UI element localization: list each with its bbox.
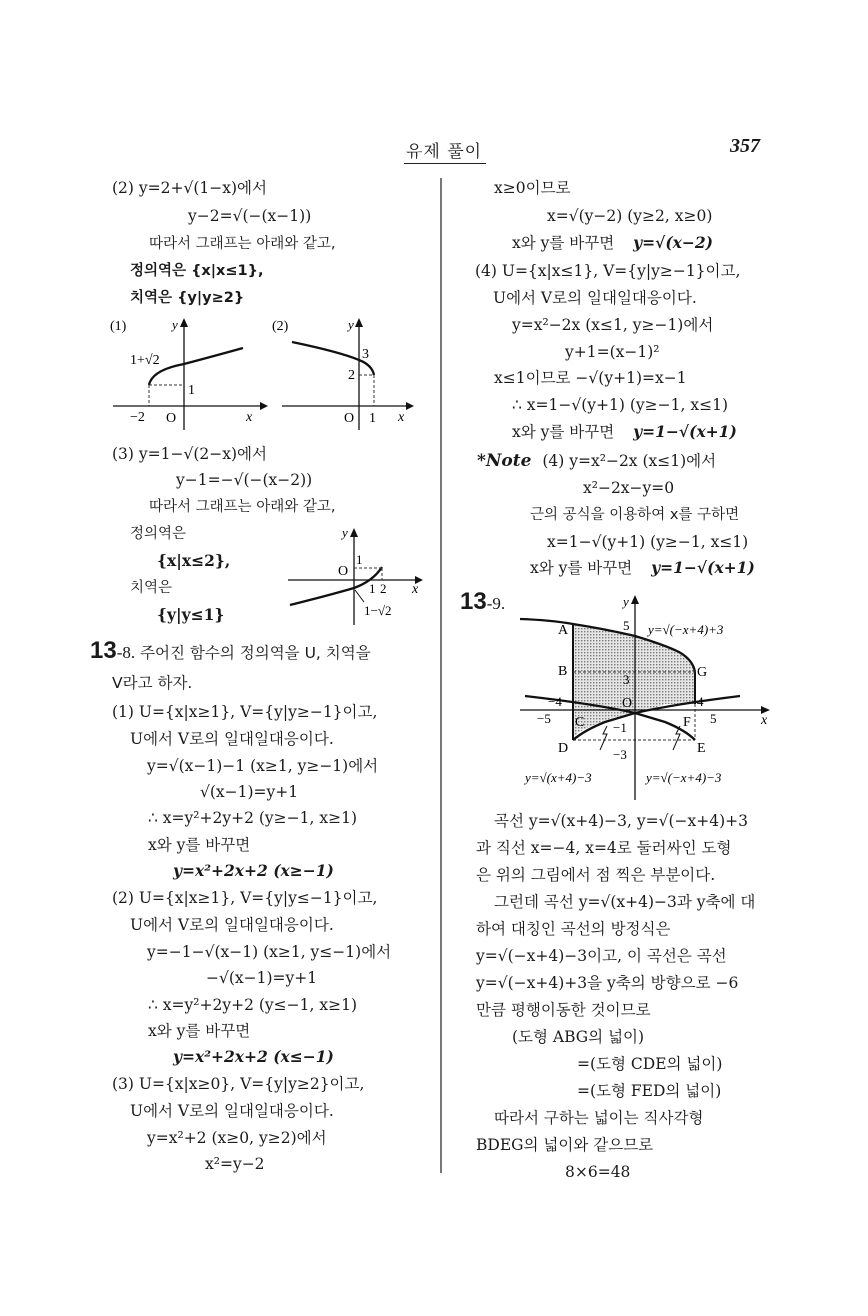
equation: x=√(y−2) (y≥2, x≥0) [547,207,713,225]
text-line: y=√(−x+4)−3이고, 이 곡선은 곡선 [476,947,727,965]
text-line: U에서 V로의 일대일대응이다. [130,916,334,934]
svg-text:B: B [558,664,568,679]
svg-text:y: y [623,594,629,609]
graph-2 [270,315,420,430]
svg-text:−4: −4 [548,694,562,709]
text-line: 그런데 곡선 y=√(x+4)−3과 y축에 대 [494,893,756,911]
equation: y−2=√(−(x−1)) [188,207,312,225]
svg-text:1: 1 [369,411,376,426]
svg-text:x: x [761,713,768,728]
svg-text:E: E [697,741,706,756]
svg-text:D: D [558,741,569,756]
graph-3 [285,525,430,625]
text-line: x와 y를 바꾸면 [148,836,251,854]
text-line: (3) U={x|x≥0}, V={y|y≥2}이고, [112,1075,365,1093]
text-line: V라고 하자. [112,674,193,692]
svg-text:y: y [172,317,178,332]
svg-text:C: C [575,715,585,730]
final-answer: 8×6=48 [565,1163,631,1181]
problem-text: 주어진 함수의 정의역을 U, 치역을 [140,644,371,662]
svg-text:5: 5 [710,711,717,726]
equation: =(도형 FED의 넓이) [577,1082,722,1100]
text-line: 치역은 [130,580,173,596]
problem-13-8-heading [90,637,371,664]
equation: √(x−1)=y+1 [200,783,299,801]
svg-text:2: 2 [348,368,355,383]
problem-number: 13 [90,637,117,664]
svg-text:3: 3 [623,672,630,687]
svg-text:3: 3 [362,347,369,362]
svg-text:4: 4 [697,694,704,709]
note-line: *Note (4) y=x²−2x (x≤1)에서 [477,451,717,471]
text-line: y=√(−x+4)+3을 y축의 방향으로 −6 [476,974,739,992]
equation: ∴ x=y²+2y+2 (y≤−1, x≥1) [148,996,358,1014]
arrow-icon [260,402,268,410]
text-line: 따라서 그래프는 아래와 같고, [149,499,336,515]
text-line: 은 위의 그림에서 점 찍은 부분이다. [476,866,716,884]
text-line: x와 y를 바꾸면 [148,1022,251,1040]
text-line: 따라서 그래프는 아래와 같고, [149,236,336,252]
text-line: U에서 V로의 일대일대응이다. [493,289,697,307]
range-line: {y|y≤1} [157,605,225,624]
equation: x²−2x−y=0 [583,479,675,497]
text-line: 정의역은 [130,526,187,542]
svg-text:O: O [166,411,177,426]
svg-text:y: y [348,317,354,332]
text-line: (1) U={x|x≥1}, V={y|y≥−1}이고, [112,703,378,721]
equation: y=x²−2x (x≤1, y≥−1)에서 [512,316,714,334]
text-line: 근의 공식을 이용하여 x를 구하면 [530,507,740,523]
text-line: U에서 V로의 일대일대응이다. [130,1102,334,1120]
equation: y=√(x−1)−1 (x≥1, y≥−1)에서 [147,757,379,775]
svg-text:A: A [558,623,569,638]
svg-text:F: F [683,715,691,730]
svg-text:5: 5 [623,618,630,633]
column-divider [440,178,442,1173]
text-line: x와 y를 바꾸면 y=1−√(x+1) [530,558,755,577]
graph-label: (1) [110,319,127,334]
equation: −√(x−1)=y+1 [206,969,318,987]
text-line: U에서 V로의 일대일대응이다. [130,730,334,748]
svg-text:O: O [622,696,633,711]
equation: (도형 ABG의 넓이) [512,1028,645,1046]
equation: ∴ x=y²+2y+2 (y≥−1, x≥1) [148,809,358,827]
svg-text:1−√2: 1−√2 [364,603,392,618]
equation: y+1=(x−1)² [565,343,660,361]
text-line: (2) U={x|x≥1}, V={y|y≤−1}이고, [112,889,378,907]
equation: x²=y−2 [205,1155,265,1173]
svg-text:1: 1 [356,552,363,567]
equation: x=1−√(y+1) (y≥−1, x≤1) [547,533,749,551]
text-line: 곡선 y=√(x+4)−3, y=√(−x+4)+3 [494,812,749,830]
answer-equation: y=x²+2x+2 (x≥−1) [173,861,334,880]
answer-equation: y=1−√(x+1) [651,558,755,577]
equation: =(도형 CDE의 넓이) [577,1055,723,1073]
text-line: (3) y=1−√(2−x)에서 [112,445,267,463]
text-line: BDEG의 넓이와 같으므로 [476,1136,654,1154]
problem-sub-number: -9. [486,594,506,613]
svg-text:−5: −5 [537,711,551,726]
arrow-icon [180,318,188,327]
svg-text:y=√(x+4)−3: y=√(x+4)−3 [525,770,592,785]
page-number: 357 [730,135,760,157]
problem-number: 13 [460,588,487,615]
text-line: x≥0이므로 [494,179,571,197]
text-line: 하여 대칭인 곡선의 방정식은 [476,920,671,938]
equation: y=x²+2 (x≥0, y≥2)에서 [147,1129,327,1147]
equation: y=−1−√(x−1) (x≥1, y≤−1)에서 [147,943,392,961]
text-line: x와 y를 바꾸면 y=1−√(x+1) [512,422,737,441]
svg-text:x: x [412,582,419,597]
text-line: (4) U={x|x≤1}, V={y|y≥−1}이고, [475,262,741,280]
svg-text:1: 1 [369,581,376,596]
svg-text:G: G [697,665,708,680]
equation: ∴ x=1−√(y+1) (y≥−1, x≤1) [512,396,729,414]
range-line: 치역은 {y|y≥2} [130,290,245,306]
problem-sub-number: -8. [116,643,136,662]
answer-equation: y=x²+2x+2 (x≤−1) [173,1047,334,1066]
arrow-icon [631,595,639,604]
text-line: 만큼 평행이동한 것이므로 [476,1001,651,1019]
svg-text:1: 1 [188,383,195,398]
graph-13-9 [515,592,775,802]
svg-text:y=√(−x+4)+3: y=√(−x+4)+3 [648,622,724,637]
domain-line: 정의역은 {x|x≤1}, [130,263,264,279]
answer-equation: y=1−√(x+1) [633,422,737,441]
arrow-icon [350,528,358,537]
text-line: x와 y를 바꾸면 y=√(x−2) [512,233,714,252]
svg-text:x: x [246,410,253,425]
svg-text:y: y [342,525,348,540]
text-line: (2) y=2+√(1−x)에서 [112,179,267,197]
svg-text:(2): (2) [272,319,289,334]
svg-text:O: O [338,564,349,579]
section-title: 유제 풀이 [404,137,486,164]
text-line: 따라서 구하는 넓이는 직사각형 [494,1109,704,1127]
arrow-icon [406,402,414,410]
text-line: 과 직선 x=−4, x=4로 둘러싸인 도형 [476,839,732,857]
svg-text:x: x [398,410,405,425]
domain-line: {x|x≤2}, [157,551,231,570]
graph-1 [108,315,268,430]
svg-text:−2: −2 [130,410,145,425]
arrow-icon [355,318,363,327]
answer-equation: y=√(x−2) [633,233,714,252]
svg-text:1+√2: 1+√2 [130,353,160,368]
svg-text:2: 2 [380,581,387,596]
svg-text:−3: −3 [613,747,627,762]
svg-text:O: O [344,411,355,426]
svg-text:y=√(−x+4)−3: y=√(−x+4)−3 [646,770,722,785]
problem-13-9-heading [460,588,506,615]
equation: x≤1이므로 −√(y+1)=x−1 [494,369,687,387]
svg-text:−1: −1 [613,720,627,735]
note-label: *Note [477,451,532,471]
equation: y−1=−√(−(x−2)) [176,471,313,489]
